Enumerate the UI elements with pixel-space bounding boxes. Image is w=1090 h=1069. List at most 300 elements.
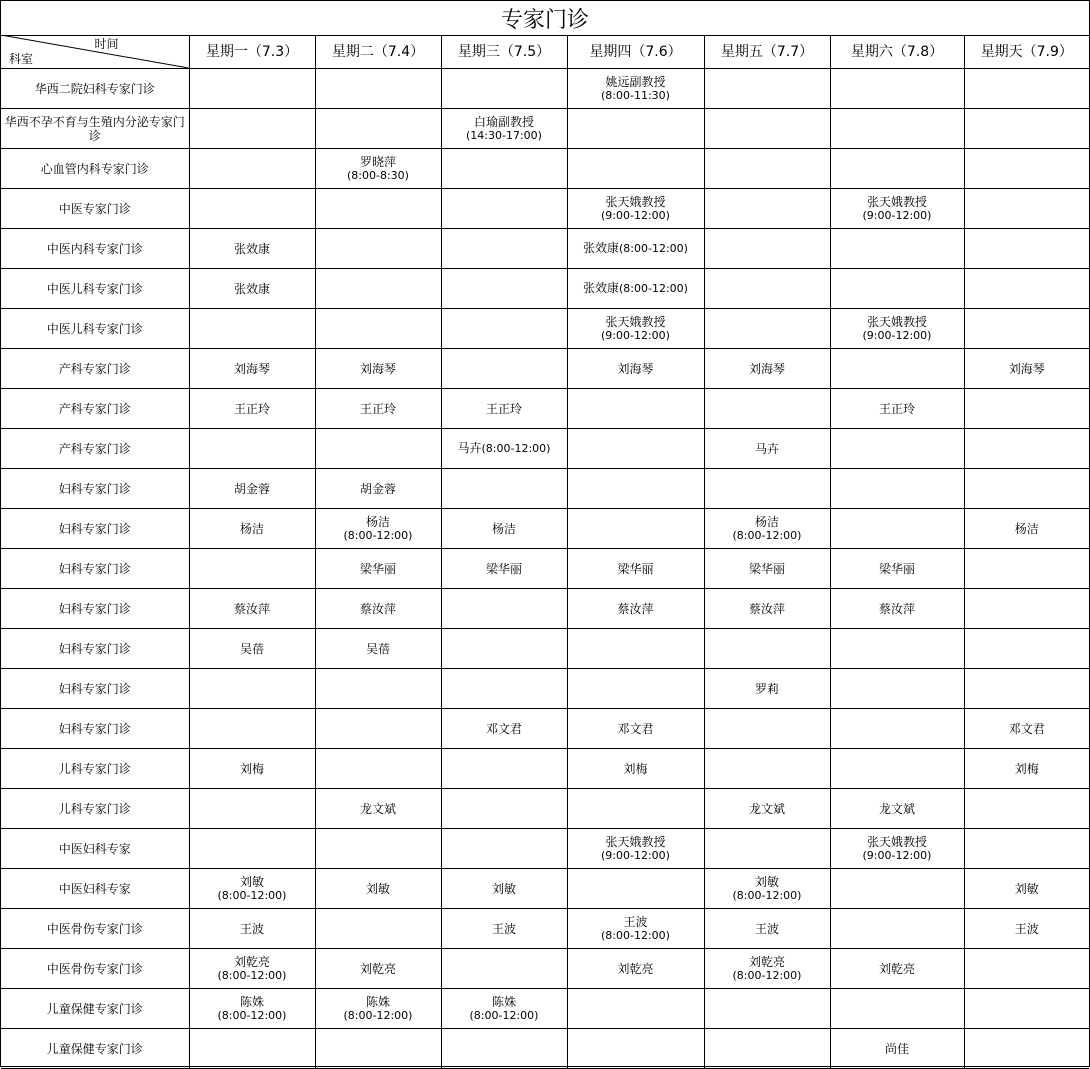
schedule-cell [567, 989, 704, 1029]
schedule-cell [315, 749, 441, 789]
department-cell: 产科专家门诊 [1, 429, 189, 469]
schedule-cell [315, 269, 441, 309]
schedule-cell [567, 829, 704, 869]
schedule-cell [315, 669, 441, 709]
day-header: 星期一（7.3） [189, 35, 315, 69]
doctor-name: 杨洁 [491, 521, 516, 536]
doctor-name: 尚佳 [884, 1041, 909, 1056]
schedule-cell [830, 909, 964, 949]
schedule-cell [830, 469, 964, 509]
doctor-name: 蔡汝萍 [748, 601, 785, 616]
doctor-name: 张效康 [233, 241, 270, 256]
doctor-name: 刘海琴 [748, 361, 785, 376]
schedule-cell [189, 389, 315, 429]
schedule-cell [567, 669, 704, 709]
schedule-cell [704, 349, 830, 389]
doctor-name: 梁华丽 [617, 561, 654, 576]
department-cell: 妇科专家门诊 [1, 469, 189, 509]
schedule-cell [964, 309, 1089, 349]
clinic-time: (8:00-12:00) [217, 888, 287, 902]
schedule-cell [189, 989, 315, 1029]
table-row [1, 309, 1089, 349]
schedule-cell [704, 589, 830, 629]
clinic-time: (9:00-12:00) [601, 328, 670, 342]
schedule-cell [315, 949, 441, 989]
schedule-cell [704, 429, 830, 469]
schedule-cell [189, 629, 315, 669]
department-cell: 妇科专家门诊 [1, 629, 189, 669]
schedule-cell [441, 549, 567, 589]
schedule-cell [567, 909, 704, 949]
doctor-name: 张天娥教授 [866, 314, 927, 329]
doctor-name: 刘梅 [239, 761, 264, 776]
schedule-cell [704, 389, 830, 429]
doctor-name: 梁华丽 [748, 561, 785, 576]
schedule-cell [830, 349, 964, 389]
table-row [1, 749, 1089, 789]
schedule-cell [830, 629, 964, 669]
schedule-cell [567, 469, 704, 509]
clinic-time: (14:30-17:00) [466, 128, 542, 142]
schedule-cell [567, 709, 704, 749]
schedule-cell [315, 909, 441, 949]
clinic-time: (8:00-12:00) [217, 1008, 287, 1022]
schedule-cell [704, 109, 830, 149]
schedule-cell [441, 629, 567, 669]
schedule-cell [189, 709, 315, 749]
schedule-cell [189, 749, 315, 789]
department-cell: 妇科专家门诊 [1, 509, 189, 549]
schedule-cell [441, 949, 567, 989]
table-row [1, 69, 1089, 109]
schedule-cell [567, 229, 704, 269]
doctor-name: 陈姝 [365, 994, 390, 1009]
schedule-cell [315, 989, 441, 1029]
day-header: 星期天（7.9） [964, 35, 1089, 69]
schedule-cell [315, 469, 441, 509]
schedule-cell [567, 509, 704, 549]
schedule-cell [315, 389, 441, 429]
schedule-cell [189, 309, 315, 349]
schedule-cell [830, 549, 964, 589]
schedule-cell [189, 269, 315, 309]
table-row [1, 389, 1089, 429]
schedule-cell [964, 189, 1089, 229]
schedule-cell [315, 109, 441, 149]
schedule-cell [567, 349, 704, 389]
table-row [1, 989, 1089, 1029]
doctor-name: 蔡汝萍 [878, 601, 915, 616]
doctor-name: 张天娥教授 [605, 194, 666, 209]
table-row [1, 549, 1089, 589]
department-cell: 心血管内科专家门诊 [1, 149, 189, 189]
doctor-name: 刘梅 [1014, 761, 1039, 776]
doctor-name: 胡金蓉 [359, 481, 396, 496]
department-cell: 中医儿科专家门诊 [1, 309, 189, 349]
clinic-time: (8:00-12:00) [601, 928, 670, 942]
schedule-cell [964, 949, 1089, 989]
schedule-cell [315, 189, 441, 229]
schedule-cell [189, 149, 315, 189]
schedule-cell [964, 509, 1089, 549]
doctor-name: 张天娥教授 [605, 314, 666, 329]
table-row [1, 189, 1089, 229]
schedule-cell [315, 69, 441, 109]
doctor-name: 龙文斌 [359, 801, 396, 816]
doctor-name: 邓文君 [485, 721, 522, 736]
schedule-cell [441, 389, 567, 429]
table-row [1, 509, 1089, 549]
department-cell: 中医妇科专家 [1, 829, 189, 869]
schedule-cell [830, 509, 964, 549]
schedule-cell [964, 469, 1089, 509]
schedule-cell [441, 1029, 567, 1069]
schedule-cell [964, 109, 1089, 149]
day-header: 星期六（7.8） [830, 35, 964, 69]
schedule-cell [441, 509, 567, 549]
schedule-cell [315, 869, 441, 909]
department-cell: 妇科专家门诊 [1, 709, 189, 749]
schedule-cell [315, 709, 441, 749]
clinic-time: (9:00-12:00) [601, 848, 670, 862]
table-row [1, 669, 1089, 709]
doctor-name: 刘梅 [623, 761, 648, 776]
schedule-cell [830, 309, 964, 349]
schedule-cell [704, 1029, 830, 1069]
schedule-cell [830, 989, 964, 1029]
doctor-name: 刘乾亮 [359, 961, 396, 976]
table-row [1, 269, 1089, 309]
clinic-time: (8:00-8:30) [347, 168, 409, 182]
doctor-name: 张天娥教授 [866, 834, 927, 849]
clinic-time: (9:00-12:00) [862, 208, 932, 222]
schedule-cell [704, 309, 830, 349]
schedule-cell [704, 989, 830, 1029]
day-header: 星期三（7.5） [441, 35, 567, 69]
doctor-name: 刘敏 [365, 881, 390, 896]
schedule-cell [830, 69, 964, 109]
doctor-name: 刘乾亮 [748, 954, 785, 969]
schedule-cell [567, 629, 704, 669]
schedule-cell [964, 909, 1089, 949]
schedule-cell [704, 149, 830, 189]
schedule-cell [830, 949, 964, 989]
schedule-cell [441, 309, 567, 349]
schedule-cell [567, 949, 704, 989]
schedule-cell [441, 829, 567, 869]
table-row [1, 709, 1089, 749]
schedule-cell [189, 669, 315, 709]
schedule-cell [964, 829, 1089, 869]
doctor-name: 王波 [623, 914, 648, 929]
schedule-cell [441, 469, 567, 509]
schedule-cell [315, 509, 441, 549]
doctor-name: 马卉 [457, 441, 482, 455]
schedule-cell [830, 749, 964, 789]
schedule-cell [704, 909, 830, 949]
schedule-cell [441, 669, 567, 709]
schedule-cell [441, 709, 567, 749]
doctor-name: 刘海琴 [1008, 361, 1045, 376]
doctor-name: 龙文斌 [878, 801, 915, 816]
clinic-time: (8:00-12:00) [732, 888, 802, 902]
day-header: 星期五（7.7） [704, 35, 830, 69]
table-row [1, 469, 1089, 509]
schedule-cell [315, 589, 441, 629]
department-cell: 儿童保健专家门诊 [1, 989, 189, 1029]
doctor-name: 王波 [491, 921, 516, 936]
schedule-cell [704, 629, 830, 669]
doctor-name: 刘敏 [754, 874, 779, 889]
schedule-cell [567, 789, 704, 829]
schedule-cell [567, 69, 704, 109]
schedule-cell [315, 149, 441, 189]
doctor-name: 王波 [1014, 921, 1039, 936]
department-cell: 华西不孕不育与生殖内分泌专家门诊 [1, 109, 189, 149]
schedule-cell [567, 589, 704, 629]
schedule-cell [964, 749, 1089, 789]
schedule-cell [964, 349, 1089, 389]
table-row [1, 829, 1089, 869]
schedule-cell [441, 869, 567, 909]
table-row [1, 429, 1089, 469]
schedule-cell [964, 669, 1089, 709]
schedule-cell [441, 269, 567, 309]
schedule-cell [315, 549, 441, 589]
doctor-name: 白瑜副教授 [473, 114, 534, 129]
doctor-name: 龙文斌 [748, 801, 785, 816]
schedule-cell [964, 629, 1089, 669]
schedule-cell [830, 709, 964, 749]
schedule-cell [704, 69, 830, 109]
corner-dept-label: 科室 [9, 52, 34, 66]
schedule-cell [441, 789, 567, 829]
doctor-name: 姚远副教授 [605, 74, 666, 89]
clinic-time: (9:00-12:00) [601, 208, 670, 222]
doctor-name: 王正玲 [485, 401, 522, 416]
schedule-cell [189, 469, 315, 509]
schedule-cell [189, 589, 315, 629]
department-cell: 产科专家门诊 [1, 389, 189, 429]
doctor-name: 吴蓓 [365, 641, 390, 656]
doctor-name: 梁华丽 [878, 561, 915, 576]
doctor-name: 刘海琴 [359, 361, 396, 376]
table-row [1, 949, 1089, 989]
schedule-cell [704, 749, 830, 789]
doctor-name: 刘乾亮 [878, 961, 915, 976]
clinic-time: (8:00-12:00) [619, 242, 688, 255]
schedule-cell [830, 269, 964, 309]
schedule-cell [189, 189, 315, 229]
clinic-time: (8:00-12:00) [343, 528, 413, 542]
doctor-name: 张天娥教授 [866, 194, 927, 209]
department-cell: 产科专家门诊 [1, 349, 189, 389]
schedule-cell [964, 589, 1089, 629]
schedule-cell [567, 749, 704, 789]
clinic-time: (9:00-12:00) [862, 848, 932, 862]
schedule-cell [704, 869, 830, 909]
schedule-cell [830, 869, 964, 909]
schedule-cell [830, 669, 964, 709]
schedule-cell [567, 269, 704, 309]
clinic-time: (8:00-12:00) [732, 528, 802, 542]
department-cell: 中医内科专家门诊 [1, 229, 189, 269]
clinic-time: (8:00-12:00) [469, 1008, 539, 1022]
schedule-cell [704, 509, 830, 549]
doctor-name: 王正玲 [233, 401, 270, 416]
doctor-name: 蔡汝萍 [617, 601, 654, 616]
table-row [1, 789, 1089, 829]
schedule-cell [315, 349, 441, 389]
schedule-cell [189, 509, 315, 549]
doctor-name: 王正玲 [359, 401, 396, 416]
corner-time-label: 时间 [94, 37, 119, 51]
table-row [1, 149, 1089, 189]
table-row [1, 109, 1089, 149]
doctor-name: 张天娥教授 [605, 834, 666, 849]
doctor-name: 马卉 [754, 441, 779, 456]
schedule-cell [964, 149, 1089, 189]
schedule-cell [189, 949, 315, 989]
schedule-cell [567, 1029, 704, 1069]
schedule-cell [189, 69, 315, 109]
schedule-cell [189, 229, 315, 269]
schedule-cell [315, 309, 441, 349]
schedule-cell [315, 1029, 441, 1069]
schedule-cell [567, 109, 704, 149]
doctor-name: 刘乾亮 [233, 954, 270, 969]
schedule-cell [704, 789, 830, 829]
table-row [1, 229, 1089, 269]
schedule-cell [704, 469, 830, 509]
doctor-name: 罗晓萍 [359, 154, 396, 169]
doctor-name: 邓文君 [617, 721, 654, 736]
doctor-name: 蔡汝萍 [233, 601, 270, 616]
schedule-cell [189, 869, 315, 909]
schedule-cell [704, 829, 830, 869]
schedule-table [1, 35, 1089, 1069]
schedule-cell [441, 69, 567, 109]
schedule-cell [964, 269, 1089, 309]
schedule-cell [189, 909, 315, 949]
department-cell: 中医专家门诊 [1, 189, 189, 229]
schedule-cell [830, 1029, 964, 1069]
schedule-cell [315, 429, 441, 469]
doctor-name: 刘海琴 [233, 361, 270, 376]
day-header: 星期二（7.4） [315, 35, 441, 69]
schedule-cell [567, 429, 704, 469]
schedule-cell [315, 829, 441, 869]
schedule-cell [441, 429, 567, 469]
schedule-cell [704, 669, 830, 709]
doctor-name: 张效康 [583, 241, 620, 255]
page-title: 专家门诊 [1, 1, 1089, 36]
schedule-cell [567, 389, 704, 429]
doctor-name: 杨洁 [1014, 521, 1039, 536]
schedule-cell [189, 429, 315, 469]
table-row [1, 629, 1089, 669]
schedule-cell [830, 389, 964, 429]
schedule-cell [567, 309, 704, 349]
schedule-cell [441, 229, 567, 269]
schedule-cell [964, 709, 1089, 749]
table-row [1, 349, 1089, 389]
schedule-cell [964, 549, 1089, 589]
schedule-cell [964, 429, 1089, 469]
schedule-cell [964, 1029, 1089, 1069]
clinic-time: (8:00-12:00) [481, 442, 551, 455]
doctor-name: 杨洁 [365, 514, 390, 529]
doctor-name: 邓文君 [1008, 721, 1045, 736]
department-cell: 儿科专家门诊 [1, 749, 189, 789]
schedule-cell [704, 549, 830, 589]
doctor-name: 张效康 [583, 281, 620, 295]
doctor-name: 杨洁 [754, 514, 779, 529]
doctor-name: 刘海琴 [617, 361, 654, 376]
schedule-cell [315, 629, 441, 669]
schedule-cell [830, 189, 964, 229]
schedule-cell [441, 989, 567, 1029]
corner-cell [1, 35, 189, 69]
schedule-cell [315, 229, 441, 269]
department-cell: 妇科专家门诊 [1, 589, 189, 629]
schedule-cell [567, 549, 704, 589]
schedule-cell [567, 149, 704, 189]
schedule-cell [704, 229, 830, 269]
department-cell: 华西二院妇科专家门诊 [1, 69, 189, 109]
schedule-cell [189, 349, 315, 389]
schedule-cell [441, 589, 567, 629]
doctor-name: 王波 [754, 921, 779, 936]
schedule-cell [567, 189, 704, 229]
doctor-name: 杨洁 [239, 521, 264, 536]
schedule-cell [964, 869, 1089, 909]
schedule-cell [441, 349, 567, 389]
schedule-cell [189, 549, 315, 589]
clinic-time: (8:00-12:00) [732, 968, 802, 982]
doctor-name: 王正玲 [878, 401, 915, 416]
schedule-cell [441, 749, 567, 789]
doctor-name: 陈姝 [491, 994, 516, 1009]
schedule-cell [964, 989, 1089, 1029]
department-cell: 中医妇科专家 [1, 869, 189, 909]
clinic-time: (8:00-12:00) [343, 1008, 413, 1022]
doctor-name: 张效康 [233, 281, 270, 296]
clinic-time: (8:00-12:00) [217, 968, 287, 982]
doctor-name: 梁华丽 [485, 561, 522, 576]
schedule-cell [704, 269, 830, 309]
schedule-cell [830, 149, 964, 189]
doctor-name: 刘敏 [239, 874, 264, 889]
schedule-cell [441, 909, 567, 949]
schedule-cell [567, 869, 704, 909]
schedule-cell [189, 109, 315, 149]
doctor-name: 梁华丽 [359, 561, 396, 576]
clinic-time: (8:00-12:00) [619, 282, 688, 295]
schedule-cell [704, 949, 830, 989]
schedule-cell [441, 189, 567, 229]
department-cell: 中医骨伤专家门诊 [1, 909, 189, 949]
table-row [1, 589, 1089, 629]
schedule-cell [704, 709, 830, 749]
doctor-name: 蔡汝萍 [359, 601, 396, 616]
doctor-name: 吴蓓 [239, 641, 264, 656]
schedule-cell [830, 589, 964, 629]
schedule-cell [830, 429, 964, 469]
table-row [1, 909, 1089, 949]
doctor-name: 刘乾亮 [617, 961, 654, 976]
schedule-cell [189, 789, 315, 829]
